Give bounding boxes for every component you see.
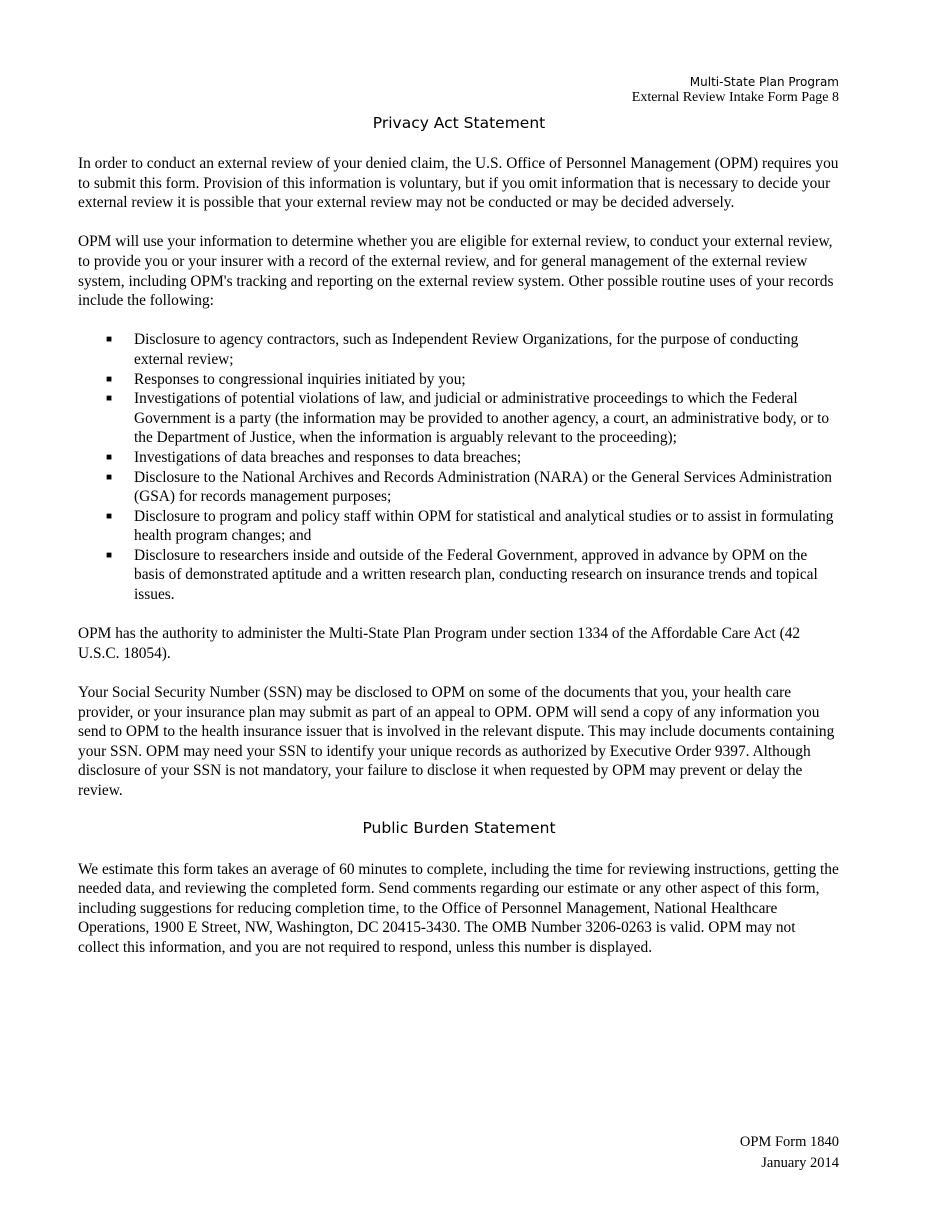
list-item: ■ Investigations of potential violations of law, and judicial or administrative proceedings to which the Federal Government is a party (the information may be provided to another agency, a court, an administrative body, or to the Department of Justice, when the information is arguably relevant to the proceeding); xyxy=(106,390,830,447)
list-item: ■ Disclosure to program and policy staff within OPM for statistical and analytical studies or to assist in formulating health program changes; and xyxy=(106,507,834,545)
page-footer xyxy=(740,1132,839,1174)
privacy-act-title: Privacy Act Statement xyxy=(372,114,546,132)
routine-uses-list xyxy=(78,330,840,604)
list-item: ■ Disclosure to the National Archives and Records Administration (NARA) or the General Services Administration (GSA) for records management purposes; xyxy=(106,468,832,506)
bullet-icon: ■ xyxy=(106,549,113,561)
form-date: January 2014 xyxy=(761,1155,839,1171)
public-burden-title: Public Burden Statement xyxy=(362,818,556,837)
program-name: Multi-State Plan Program xyxy=(689,75,839,89)
ssn-paragraph: Your Social Security Number (SSN) may be disclosed to OPM on some of the documents that you, your health care provider, or your insurance plan may submit as part of an appeal to OPM. OPM will send a copy of any information you send to OPM to the health insurance issuer that is involved in the relevant dispute. This may include documents containing your SSN. OPM may need your SSN to identify your unique records as authorized by Executive Order 9397. Although disclosure of your SSN is not mandatory, your failure to disclose it when requested by OPM may prevent or delay the review. xyxy=(78,684,835,799)
list-item: ■ Disclosure to researchers inside and outside of the Federal Government, approved in advance by OPM on the basis of demonstrated aptitude and a written research plan, conducting research on insurance trends and topical issues. xyxy=(106,546,818,604)
bullet-icon: ■ xyxy=(106,510,113,522)
bullet-icon: ■ xyxy=(106,471,113,483)
list-item: ■ Responses to congressional inquiries initiated by you; xyxy=(106,370,466,388)
list-item: ■ Disclosure to agency contractors, such as Independent Review Organizations, for the purpose of conducting external review; xyxy=(106,331,799,368)
bullet-icon: ■ xyxy=(106,334,113,346)
list-item: ■ Investigations of data breaches and responses to data breaches; xyxy=(106,448,522,466)
page-header xyxy=(632,74,839,106)
document-body xyxy=(78,112,840,958)
burden-paragraph: We estimate this form takes an average of 60 minutes to complete, including the time for reviewing instructions, getting the needed data, and reviewing the completed form. Send comments regarding our estimate or any other aspect of this form, including suggestions for reducing completion time, to the Office of Personnel Management, National Healthcare Operations, 1900 E Street, NW, Washington, DC 20415-3430. The OMB Number 3206-0263 is valid. OPM may not collect this information, and you are not required to respond, unless this number is displayed. xyxy=(78,860,839,956)
bullet-icon: ■ xyxy=(106,373,113,385)
bullet-icon: ■ xyxy=(106,451,113,463)
privacy-paragraph-2: OPM will use your information to determine whether you are eligible for external review, to conduct your external review, to provide you or your insurer with a record of the external review, and for general management of the external review system, including OPM's tracking and reporting on the external review system. Other possible routine uses of your records include the following: xyxy=(78,233,834,310)
bullet-icon: ■ xyxy=(106,393,113,405)
form-number: OPM Form 1840 xyxy=(739,1134,839,1150)
authority-paragraph: OPM has the authority to administer the Multi-State Plan Program under section 1334 of the Affordable Care Act (42 U.S.C. 18054). xyxy=(78,625,801,662)
privacy-paragraph-1: In order to conduct an external review of your denied claim, the U.S. Office of Personnel Management (OPM) requires you to submit this form. Provision of this information is voluntary, but if you omit information that is necessary to decide your external review it is possible that your external review may not be conducted or may be decided adversely. xyxy=(78,155,839,212)
form-page-label: External Review Intake Form Page 8 xyxy=(631,90,839,105)
